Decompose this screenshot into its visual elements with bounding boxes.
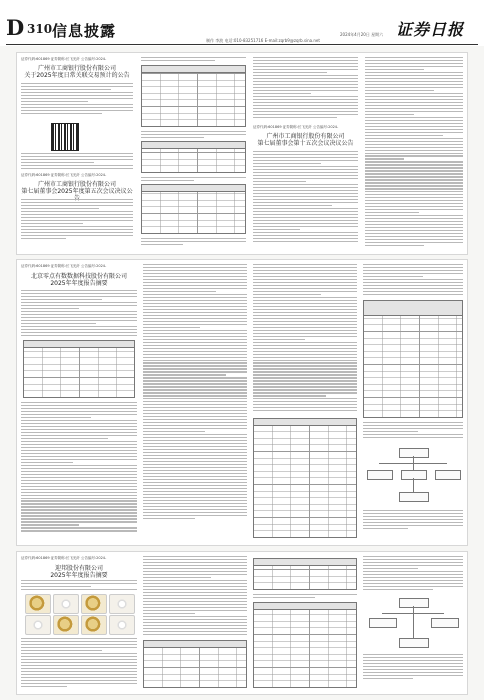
- table-4: [23, 340, 135, 398]
- col2-text: [141, 131, 246, 140]
- notice-1-company: 广州市工商银行股份有限公司: [37, 65, 116, 72]
- table-9: [253, 602, 357, 688]
- notice-2-body: [21, 199, 133, 241]
- page-letter: D: [6, 15, 24, 40]
- notice-1: [21, 57, 133, 79]
- notice-2-codes: 证券代码:601869 证券简称:长飞光纤 公告编号:2024-: [21, 173, 107, 177]
- col4-text: [365, 57, 463, 248]
- notice-4-body-2: [21, 402, 137, 533]
- table-7: [143, 640, 247, 688]
- notice-1-codes: 证券代码:601869 证券简称:长飞光纤 公告编号:2024-: [21, 57, 107, 61]
- notice-4: [21, 264, 137, 287]
- product-image-2: [53, 594, 79, 614]
- bottom-band: [16, 551, 468, 695]
- notice-1-title: 关于2025年度日常关联交易预计的公告: [24, 72, 130, 79]
- product-image-4: [109, 594, 135, 614]
- top-band: [16, 52, 468, 255]
- table-2: [141, 141, 246, 173]
- notice-3-company: 广州市工商银行股份有限公司: [266, 133, 345, 140]
- middle-col4-text-2: [363, 422, 463, 440]
- section-title: 信息披露: [52, 22, 117, 40]
- col2-text-2: [141, 177, 246, 183]
- notice-4-body: [21, 290, 137, 338]
- notice-3: [253, 125, 358, 147]
- org-chart: [367, 448, 459, 503]
- notice-5-codes: 证券代码:601869 证券简称:长飞光纤 公告编号:2024-: [21, 556, 107, 560]
- bottom-col3-text: [253, 594, 357, 600]
- notice-5-company: 迎邦股份有限公司: [54, 565, 103, 572]
- table-5: [253, 418, 357, 538]
- product-image-5: [25, 615, 51, 635]
- product-image-8: [109, 615, 135, 635]
- notice-3-body: [253, 151, 358, 244]
- bottom-col2-text: [143, 556, 247, 637]
- newspaper-logo: 证券日报: [396, 20, 465, 39]
- table-8: [253, 558, 357, 590]
- middle-col3-text: [253, 264, 357, 413]
- notice-2-company: 广州市工商银行股份有限公司: [37, 181, 116, 188]
- product-image-7: [81, 615, 107, 635]
- table-6: [363, 300, 463, 418]
- notice-5: [21, 556, 137, 579]
- notice-5-title: 2025年年度报告摘要: [50, 572, 108, 579]
- qr-code-icon: [51, 123, 79, 151]
- notice-3-codes: 证券代码:601869 证券简称:长飞光纤 公告编号:2024-: [253, 125, 339, 129]
- bottom-col4-text: [363, 556, 463, 592]
- notice-2-title: 第七届董事会2025年度第五次会议决议公: [21, 188, 133, 195]
- table-1: [141, 65, 246, 127]
- product-image-1: [25, 594, 51, 614]
- issue-date: 2024年4月20日 星期六: [340, 32, 384, 37]
- table-3: [141, 184, 246, 234]
- product-image-6: [53, 615, 79, 635]
- col3-text: [253, 57, 358, 120]
- masthead-rule: [6, 44, 478, 45]
- notice-5-body: [21, 580, 137, 592]
- middle-col4-text-3: [363, 510, 463, 531]
- col2-intro: [141, 57, 246, 63]
- page-number: 310: [27, 22, 53, 36]
- middle-col2-text: [143, 264, 247, 521]
- contact-line: 制作 李波 电话:010-83251716 E-mail:zqrb9@zqrb.sina.net: [206, 38, 320, 43]
- notice-1-body: [21, 83, 133, 116]
- middle-col4-text: [363, 264, 463, 297]
- middle-band: [16, 259, 468, 546]
- notice-5-body-2: [21, 638, 137, 689]
- product-image-3: [81, 594, 107, 614]
- notice-4-codes: 证券代码:601869 证券简称:长飞光纤 公告编号:2024-: [21, 264, 107, 268]
- process-chart: [369, 598, 457, 648]
- notice-3-title: 第七届董事会第十五次会议决议公告: [257, 140, 354, 147]
- notice-4-company: 北京零点有数数据科技股份有限公司: [30, 273, 127, 280]
- notice-4-title: 2025年年度报告摘要: [50, 280, 108, 287]
- notice-2: [21, 173, 133, 202]
- col2-text-3: [141, 238, 246, 247]
- bottom-col4-text-2: [363, 654, 463, 681]
- notice-1-body-2: [21, 153, 133, 171]
